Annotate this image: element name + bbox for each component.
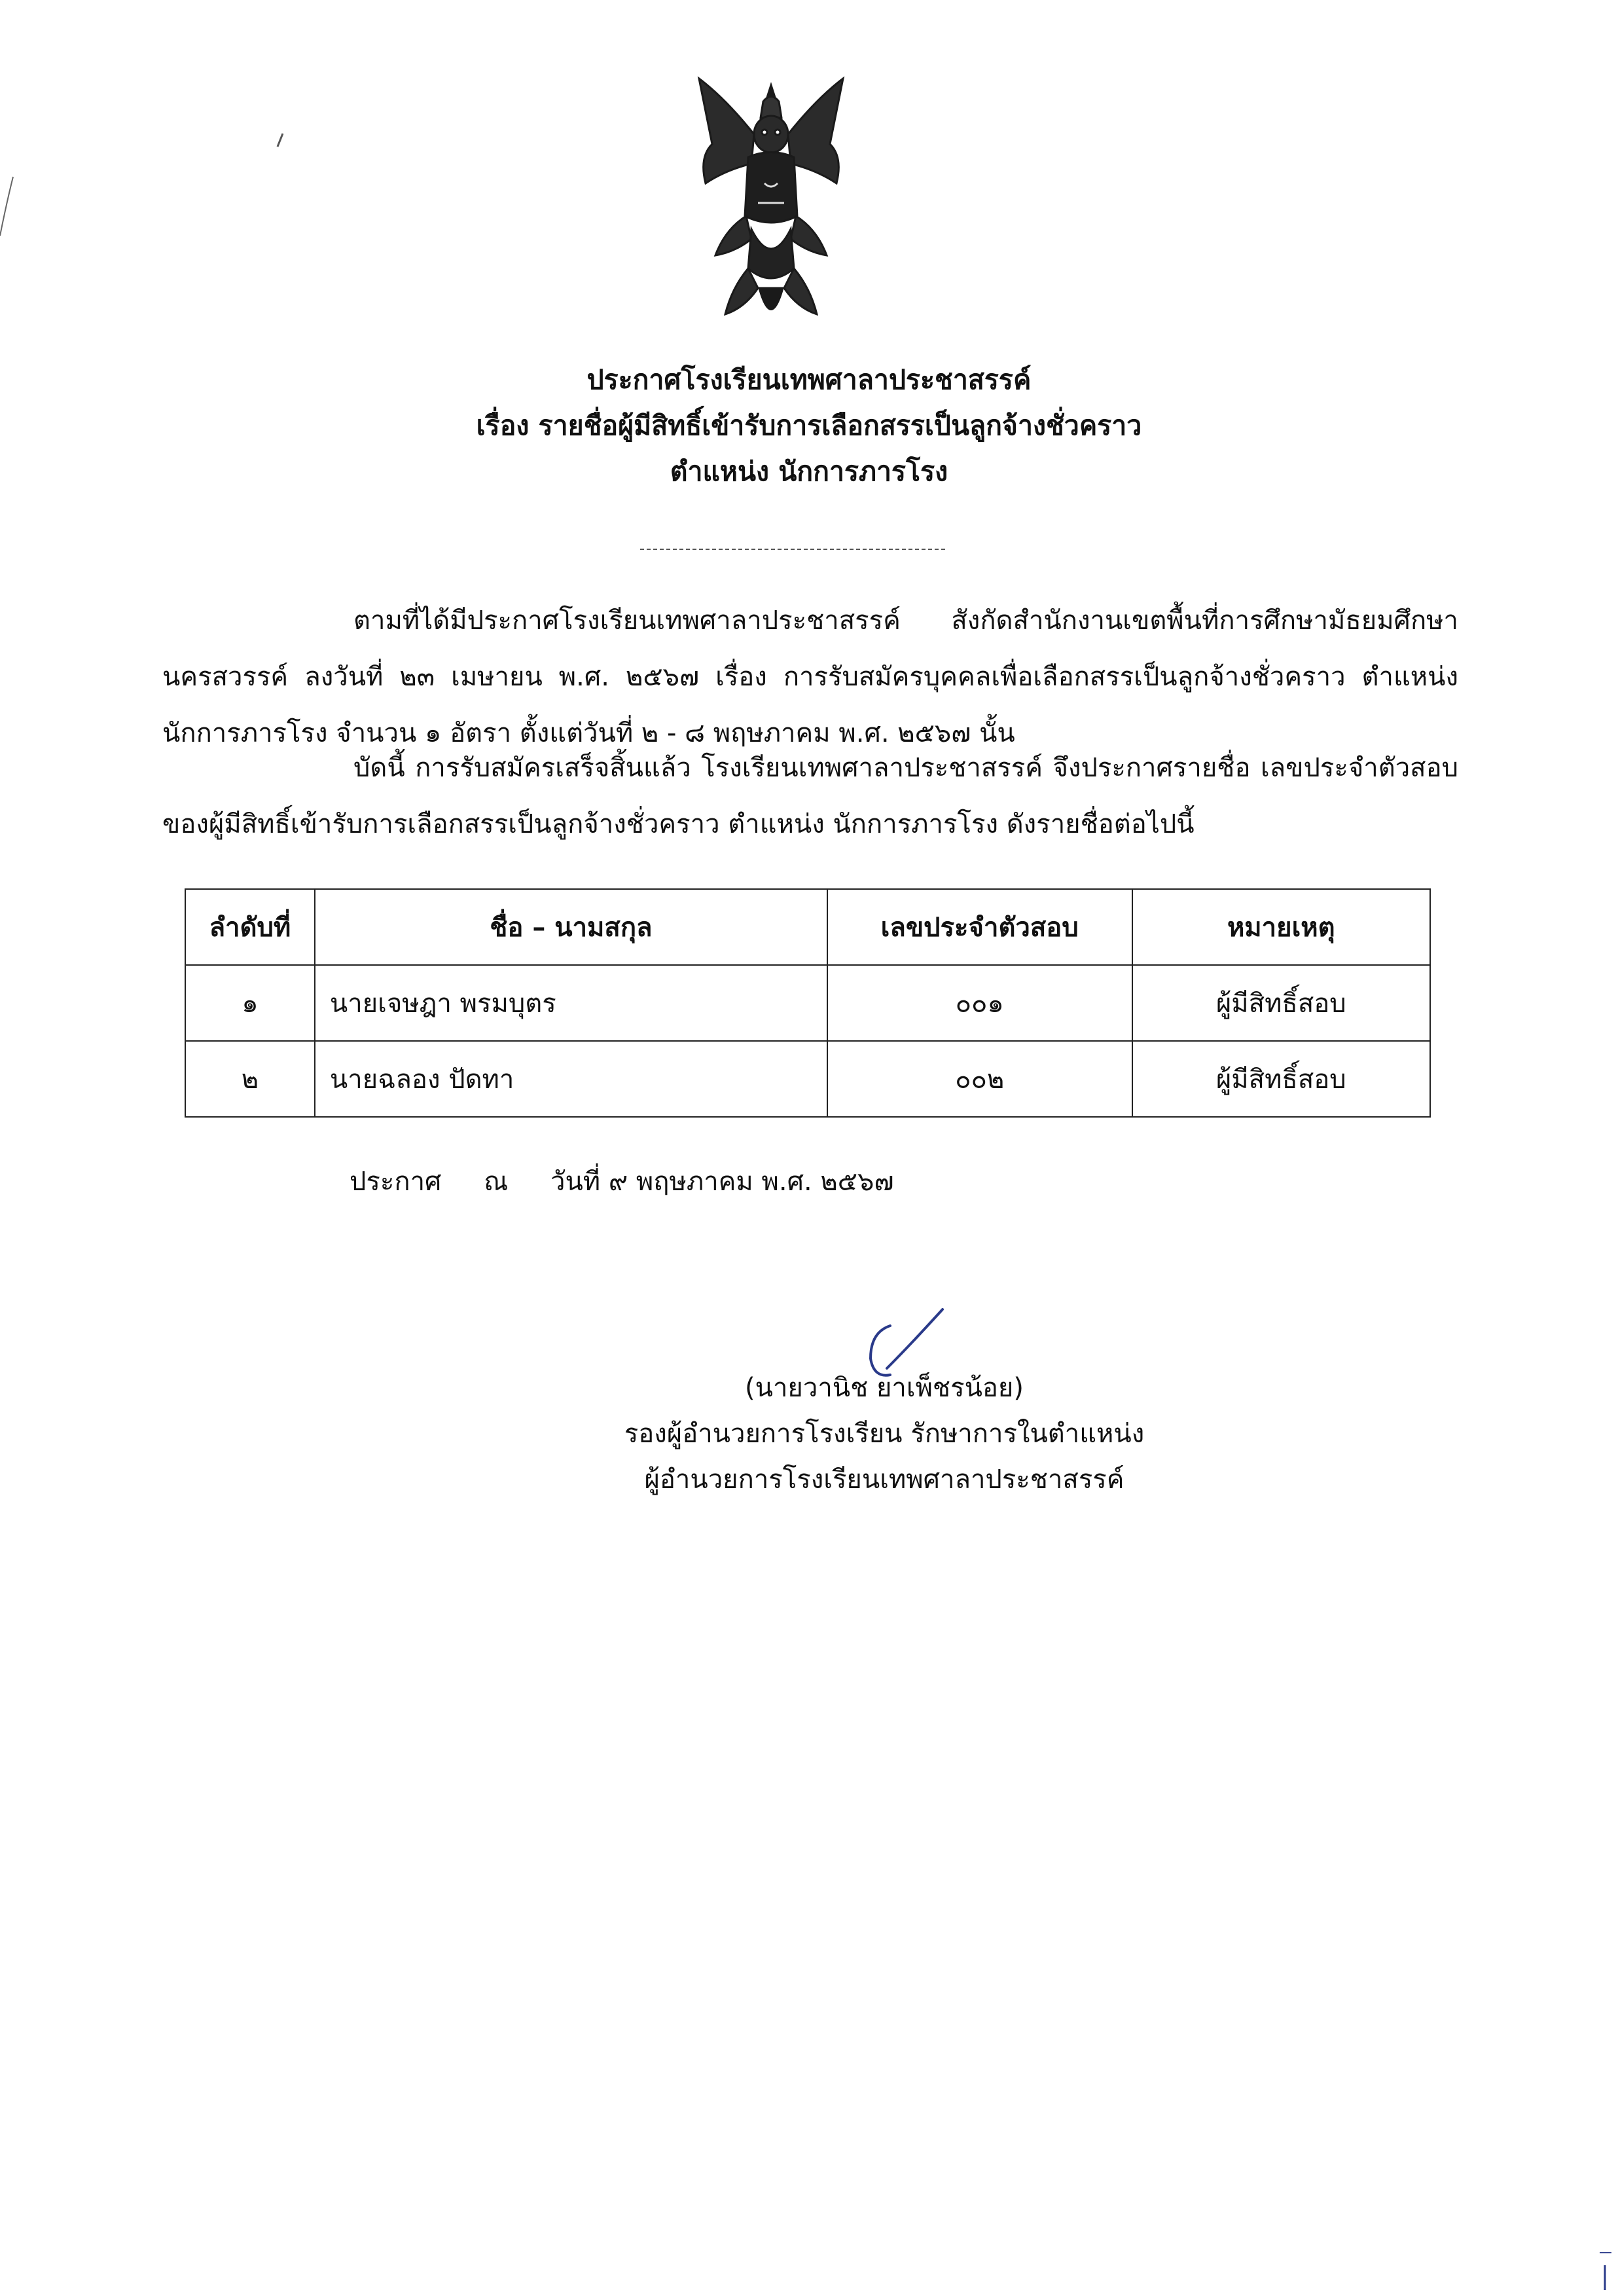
candidate-table [185,888,1431,1118]
row-exam-id: ๐๐๒ [827,1041,1132,1117]
document-position: ตำแหน่ง นักการภารโรง [670,456,948,487]
garuda-emblem [686,72,856,334]
row-name: นายเจษฎา พรมบุตร [315,965,827,1041]
paragraph-1 [162,592,1458,761]
row-note: ผู้มีสิทธิ์สอบ [1132,965,1430,1041]
header-exam-id: เลขประจำตัวสอบ [827,889,1132,965]
paragraph-2-text: บัดนี้ การรับสมัครเสร็จสิ้นแล้ว โรงเรียนเทพศาลาประชาสรรค์ จึงประกาศรายชื่อ เลขประจำตัวสอบ ของผู้มีสิทธิ์เข้ารับการเลือกสรรเป็นลูกจ้างชั่วคราว ตำแหน่ง นักการภารโรง ดังรายชื่อต่อไปนี้ [162,753,1458,839]
announce-at: ณ [484,1167,509,1197]
row-name: นายฉลอง ปัดทา [315,1041,827,1117]
table-header-row [185,889,1430,965]
announcement-date-line [350,1159,928,1205]
paragraph-1-text: ตามที่ได้มีประกาศโรงเรียนเทพศาลาประชาสรรค์ สังกัดสำนักงานเขตพื้นที่การศึกษามัธยมศึกษานครสวรรค์ ลงวันที่ ๒๓ เมษายน พ.ศ. ๒๕๖๗ เรื่อง การรับสมัครบุคคลเพื่อเลือกสรรเป็นลูกจ้างชั่วคราว ตำแหน่ง นักการภารโรง จำนวน ๑ อัตรา ตั้งแต่วันที่ ๒ - ๘ พฤษภาคม พ.ศ. ๒๕๖๗ นั้น [162,606,1458,748]
signer-title-2: ผู้อำนวยการโรงเรียนเทพศาลาประชาสรรค์ [644,1465,1124,1495]
row-note: ผู้มีสิทธิ์สอบ [1132,1041,1430,1117]
row-order: ๑ [185,965,315,1041]
row-exam-id: ๐๐๑ [827,965,1132,1041]
table-row [185,1041,1430,1117]
paragraph-2 [162,740,1458,852]
header-note: หมายเหตุ [1132,889,1430,965]
scan-edge-mark [0,164,26,242]
document-header [0,357,1618,494]
announce-date: วันที่ ๙ พฤษภาคม พ.ศ. ๒๕๖๗ [550,1167,894,1197]
header-name: ชื่อ – นามสกุล [315,889,827,965]
table-row [185,965,1430,1041]
signer-name: (นายวานิช ยาเพ็ชรน้อย) [745,1373,1024,1403]
signer-block [613,1365,1156,1503]
document-subject: เรื่อง รายชื่อผู้มีสิทธิ์เข้ารับการเลือกสรรเป็นลูกจ้างชั่วคราว [476,410,1142,441]
row-order: ๒ [185,1041,315,1117]
scan-speck [274,131,287,151]
signer-title-1: รองผู้อำนวยการโรงเรียน รักษาการในตำแหน่ง [624,1419,1145,1449]
document-title: ประกาศโรงเรียนเทพศาลาประชาสรรค์ [586,364,1032,395]
header-order: ลำดับที่ [185,889,315,965]
header-divider [640,549,945,550]
announce-label: ประกาศ [350,1167,442,1197]
scan-edge-mark [1596,2252,1615,2291]
